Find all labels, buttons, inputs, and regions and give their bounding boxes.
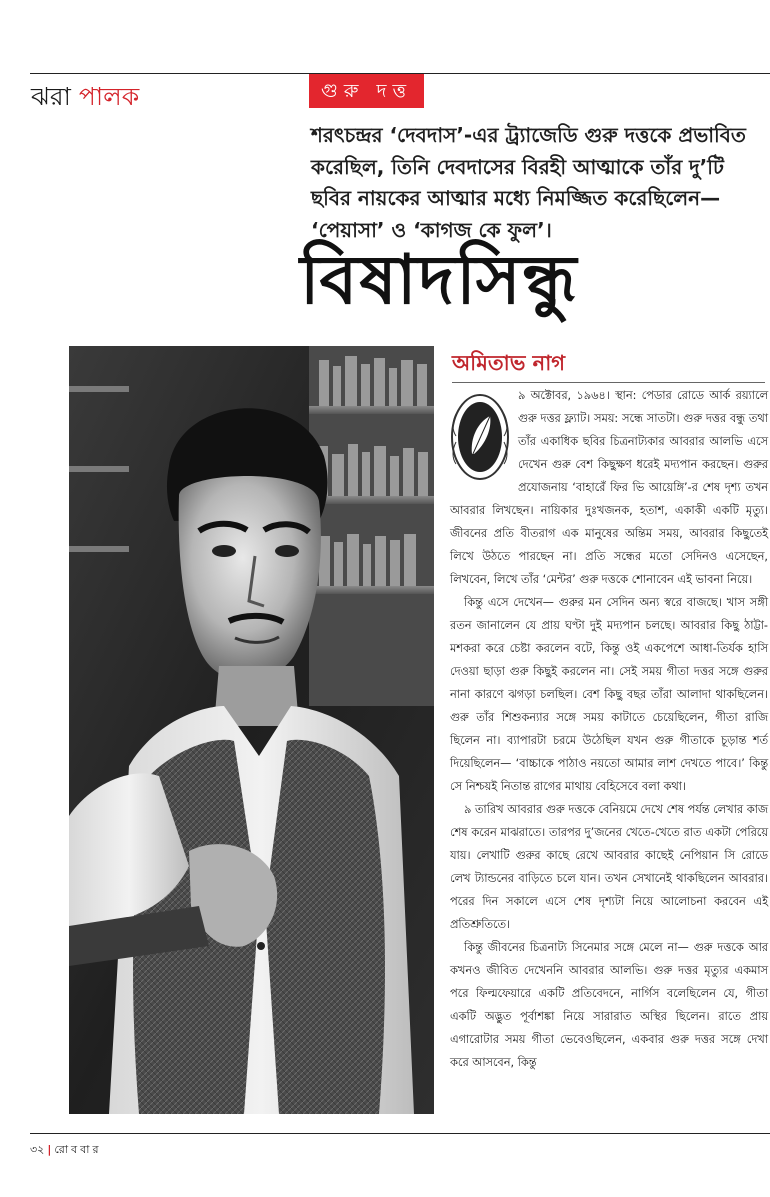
folio <box>30 1141 102 1159</box>
article-paragraph-1: ৯ অক্টোবর, ১৯৬৪। স্থান: পেডার রোডে আর্ক রয়্যালে গুরু দত্তর ফ্ল্যাট। সময়: সন্ধে সাতটা। গুরু দত্তর বন্ধু তথা তাঁর একাধিক ছবির চিত্রনাট্যকার আবরার আলভি এসে দেখেন গুরু বেশ কিছুক্ষণ ধরেই মদ্যপান করছেন। গুরুর প্রযোজনায় ‘বাহারেঁ ফির ভি আয়েঙ্গি’-র শেষ দৃশ্য তখন আবরার লিখছেন। নায়িকার দুঃখজনক, হতাশ, একাকী একটি মৃত্যু। জীবনের প্রতি বীতরাগ এক মানুষের অন্তিম সময়, আবরার কিছুতেই লিখে উঠতে পারছেন না। প্রতি সন্ধের মতো সেদিনও এসেছেন, লিখবেন, লিখে তাঁর ‘মেন্টর’ গুরু দত্তকে শোনাবেন এই ভাবনা নিয়ে। <box>450 389 768 586</box>
vest-right <box>265 740 385 1114</box>
headline: বিষাদসিন্ধু <box>300 241 579 320</box>
folio-divider: | <box>47 1143 52 1156</box>
topic-tag: গুরু দত্ত <box>309 74 424 108</box>
magazine-name: রোববার <box>54 1143 102 1156</box>
byline: অমিতাভ নাগ <box>452 351 566 375</box>
portrait-photo <box>69 346 434 1114</box>
footer-rule <box>30 1133 770 1134</box>
page-number: ৩২ <box>30 1143 45 1156</box>
article-body <box>450 384 768 1074</box>
portrait-illustration <box>69 346 434 1114</box>
section-title-part1: ঝরা <box>31 82 79 111</box>
bookshelf <box>309 346 434 706</box>
feather-emblem <box>450 392 510 492</box>
article-paragraph-3: ৯ তারিখ আবরার গুরু দত্তকে বেনিয়মে দেখে শেষ পর্যন্ত লেখার কাজ শেষ করেন মাঝরাতে। তারপর দু’জনের খেতে-খেতে রাত একটা পেরিয়ে যায়। লেখাটি গুরুর কাছে রেখে আবরার কাছেই নেপিয়ান সি রোডে লেখ ট্যান্ডনের বাড়িতে চলে যান। তখন সেখানেই থাকছিলেন আবরার। পরের দিন সকালে এসে শেষ দৃশ্যটা নিয়ে আলোচনা করবেন এই প্রতিশ্রুতিতে। <box>450 803 768 931</box>
article-paragraph-4: কিন্তু জীবনের চিত্রনাট্য সিনেমার সঙ্গে মেলে না— গুরু দত্তকে আর কখনও জীবিত দেখেননি আবরার আলভি। গুরু দত্তর মৃত্যুর একমাস পরে ফিল্মফেয়ারে একটি প্রতিবেদনে, নার্গিস বলেছিলেন যে, গীতা একটি অদ্ভুত পূর্বাশঙ্কা নিয়ে সারারাত অস্থির ছিলেন। রাতে প্রায় এগারোটার সময় গীতা ভেবেওছিলেন, একবার গুরু দত্তর সঙ্গে দেখা করে আসবেন, কিন্তু <box>450 941 768 1069</box>
section-title-part2: পালক <box>78 82 140 111</box>
section-title <box>31 80 139 114</box>
standfirst: শরৎচন্দ্রর ‘দেবদাস’-এর ট্র্যাজেডি গুরু দত্তকে প্রভাবিত করেছিল, তিনি দেবদাসের বিরহী আত্মাকে তাঁর দু’টি ছবির নায়কের আত্মার মধ্যে নিমজ্জিত করেছিলেন— ‘পেয়াসা’ ও ‘কাগজ কে ফুল’। <box>311 123 746 242</box>
byline-rule <box>452 382 765 383</box>
article-paragraph-2: কিন্তু এসে দেখেন— গুরুর মন সেদিন অন্য স্বরে বাজছে। খাস সঙ্গী রতন জানালেন যে প্রায় ঘণ্টা দুই মদ্যপান চলছে। আবরার কিছু ঠাট্টা-মশকরা করে চেষ্টা করলেন বটে, কিন্তু ওই একপেশে আধা-তির্যক হাসি দেওয়া ছাড়া গুরু কিছুই করলেন না। সেই সময় গীতা দত্তর সঙ্গে গুরুর নানা কারণে ঝগড়া চলছিল। বেশ কিছু বছর তাঁরা আলাদা থাকছিলেন। গুরু তাঁর শিশুকন্যার সঙ্গে সময় কাটাতে চেয়েছিলেন, গীতা রাজি ছিলেন না। ব্যাপারটা চরমে উঠেছিল যখন গুরু গীতাকে চূড়ান্ত শর্ত দিয়েছিলেন— ‘বাচ্চাকে পাঠাও নয়তো আমার লাশ দেখতে পাবে।’ কিন্তু সে নিশ্চয়ই নিতান্ত রাগের মাথায় বেহিসেবে বলা কথা। <box>450 596 768 793</box>
